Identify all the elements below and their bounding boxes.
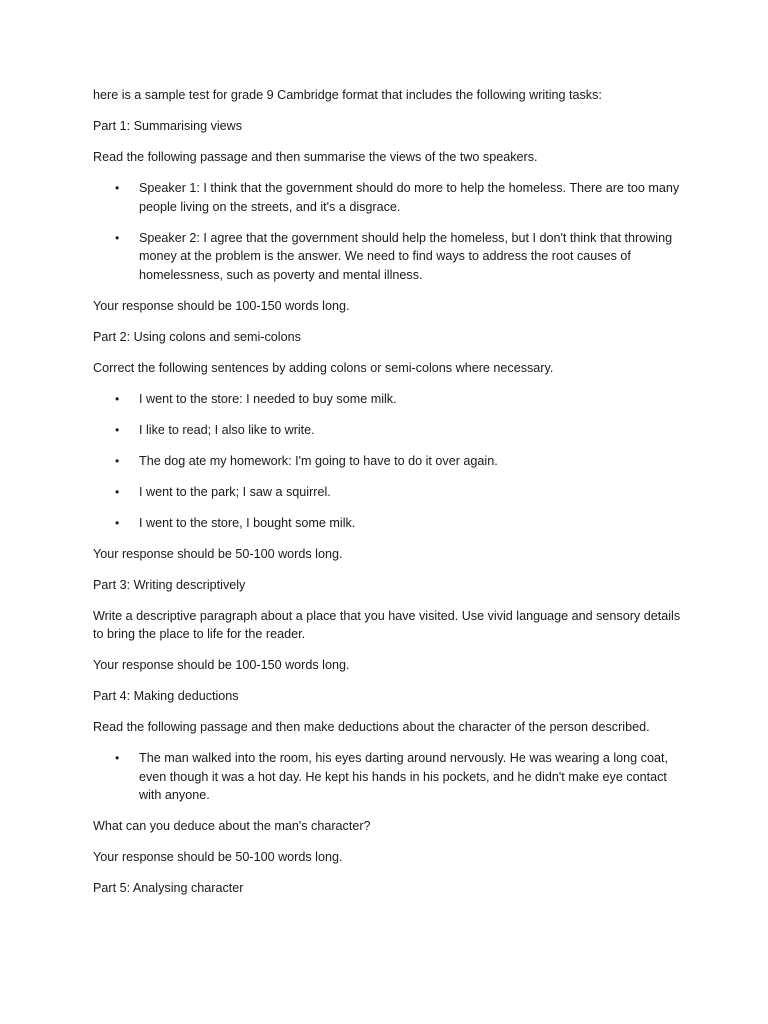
bullet-icon: • (115, 751, 120, 766)
part4-bullet-list (93, 749, 683, 805)
list-item (93, 390, 683, 409)
part1-instruction: Read the following passage and then summarise the views of the two speakers. (93, 149, 538, 164)
bullet-icon: • (115, 180, 120, 195)
list-item-text: Speaker 1: I think that the government should do more to help the homeless. There are too many people living on the streets, and it's a disgrace. (139, 180, 680, 214)
part2-heading: Part 2: Using colons and semi-colons (93, 329, 301, 344)
list-item (93, 421, 683, 440)
part4-instruction: Read the following passage and then make deductions about the character of the person described. (93, 720, 650, 735)
list-item (93, 179, 683, 216)
part2-response-length: Your response should be 50-100 words long. (93, 546, 343, 561)
part1-heading: Part 1: Summarising views (93, 118, 243, 133)
list-item-text: The dog ate my homework: I'm going to have to do it over again. (139, 453, 498, 468)
bullet-icon: • (115, 515, 120, 530)
list-item (93, 483, 683, 502)
part1-response-length: Your response should be 100-150 words long. (93, 298, 350, 313)
list-item (93, 514, 683, 533)
list-item-text: I went to the store, I bought some milk. (139, 515, 356, 530)
part3-instruction: Write a descriptive paragraph about a place that you have visited. Use vivid language and sensory details to bring the place to life for the reader. (93, 608, 681, 642)
part2-bullet-list (93, 390, 683, 533)
list-item (93, 452, 683, 471)
list-item-text: I like to read; I also like to write. (139, 422, 315, 437)
part2-instruction: Correct the following sentences by adding colons or semi-colons where necessary. (93, 360, 554, 375)
bullet-icon: • (115, 230, 120, 245)
list-item-text: I went to the park; I saw a squirrel. (139, 484, 331, 499)
part1-bullet-list (93, 179, 683, 284)
document-body (93, 86, 683, 910)
bullet-icon: • (115, 453, 120, 468)
intro-text: here is a sample test for grade 9 Cambridge format that includes the following writing tasks: (93, 88, 602, 102)
part3-heading: Part 3: Writing descriptively (93, 577, 246, 592)
part3-response-length: Your response should be 100-150 words long. (93, 658, 350, 673)
part4-question: What can you deduce about the man's character? (93, 819, 371, 834)
part4-heading: Part 4: Making deductions (93, 689, 239, 704)
part4-response-length: Your response should be 50-100 words long. (93, 850, 343, 865)
list-item-text: I went to the store: I needed to buy some milk. (139, 391, 397, 406)
bullet-icon: • (115, 484, 120, 499)
list-item-text: Speaker 2: I agree that the government should help the homeless, but I don't think that throwing money at the problem is the answer. We need to find ways to address the root causes of homelessness, such as poverty and mental illness. (139, 230, 673, 282)
bullet-icon: • (115, 422, 120, 437)
list-item (93, 229, 683, 285)
list-item (93, 749, 683, 805)
part5-heading: Part 5: Analysing character (93, 881, 244, 896)
bullet-icon: • (115, 391, 120, 406)
list-item-text: The man walked into the room, his eyes darting around nervously. He was wearing a long coat, even though it was a hot day. He kept his hands in his pockets, and he didn't make eye contact with anyone. (139, 751, 668, 803)
